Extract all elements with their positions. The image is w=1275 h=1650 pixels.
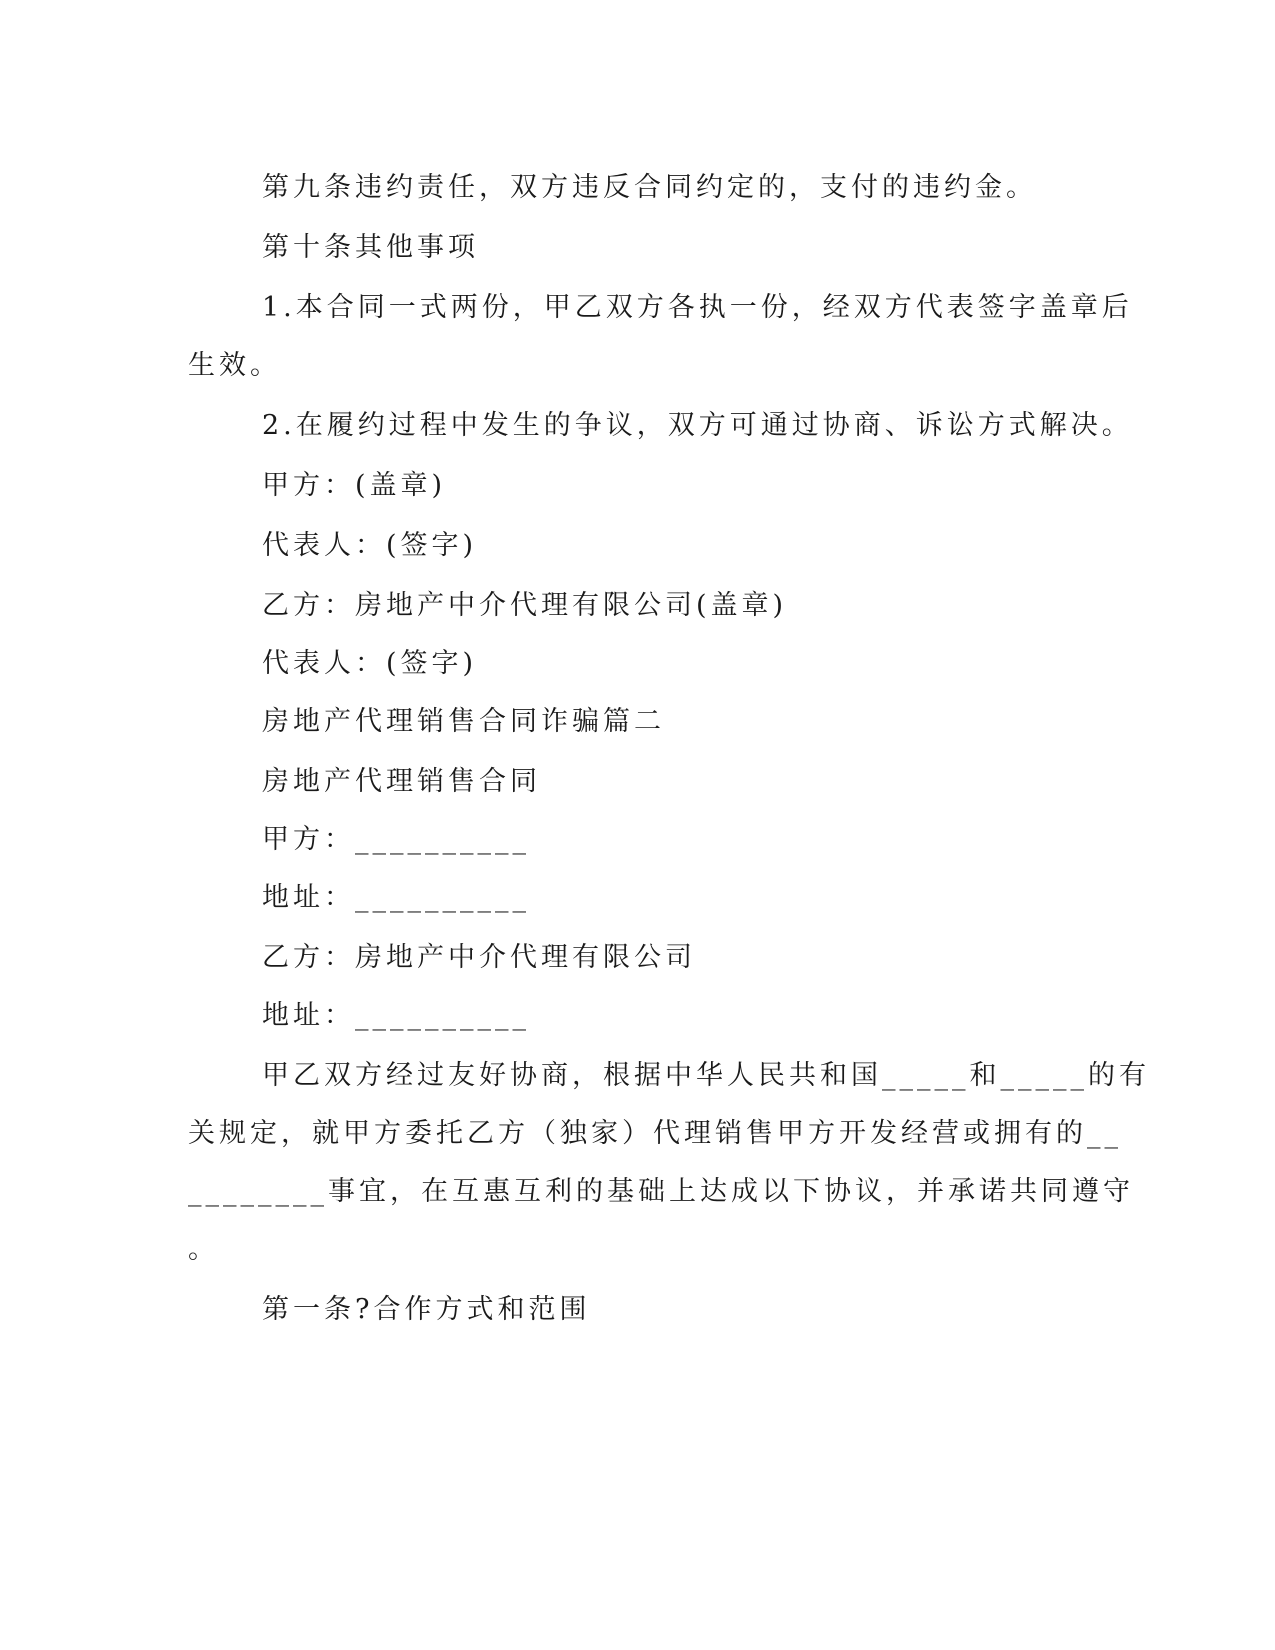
- preamble-line-1: 甲乙双方经过友好协商，根据中华人民共和国_____和_____的有: [262, 1060, 1150, 1091]
- party-b-representative: 代表人：(签字): [262, 648, 478, 679]
- party-b-seal: 乙方：房地产中介代理有限公司(盖章): [262, 590, 788, 621]
- party-a-representative: 代表人：(签字): [262, 530, 478, 561]
- party-b-address-field: 地址：__________: [262, 1000, 530, 1031]
- article-1-heading: 第一条?合作方式和范围: [262, 1294, 591, 1325]
- contract-title: 房地产代理销售合同: [262, 766, 541, 797]
- party-a-field: 甲方：__________: [262, 824, 530, 855]
- clause-10-item-1: 1.本合同一式两份，甲乙双方各执一份，经双方代表签字盖章后: [262, 292, 1133, 323]
- party-a-seal: 甲方：(盖章): [262, 470, 447, 501]
- party-b-field: 乙方：房地产中介代理有限公司: [262, 942, 696, 973]
- clause-10-heading: 第十条其他事项: [262, 232, 479, 263]
- section-title-part-two: 房地产代理销售合同诈骗篇二: [262, 706, 665, 737]
- clause-10-item-1-continued: 生效。: [188, 350, 281, 381]
- party-a-address-field: 地址：__________: [262, 882, 530, 913]
- clause-10-item-2: 2.在履约过程中发生的争议，双方可通过协商、诉讼方式解决。: [262, 410, 1133, 441]
- preamble-line-3: ________事宜，在互惠互利的基础上达成以下协议，并承诺共同遵守: [188, 1176, 1134, 1207]
- preamble-line-2: 关规定，就甲方委托乙方（独家）代理销售甲方开发经营或拥有的__: [188, 1118, 1122, 1149]
- clause-9-breach-liability: 第九条违约责任，双方违反合同约定的，支付的违约金。: [262, 172, 1037, 203]
- preamble-line-4: 。: [188, 1234, 219, 1265]
